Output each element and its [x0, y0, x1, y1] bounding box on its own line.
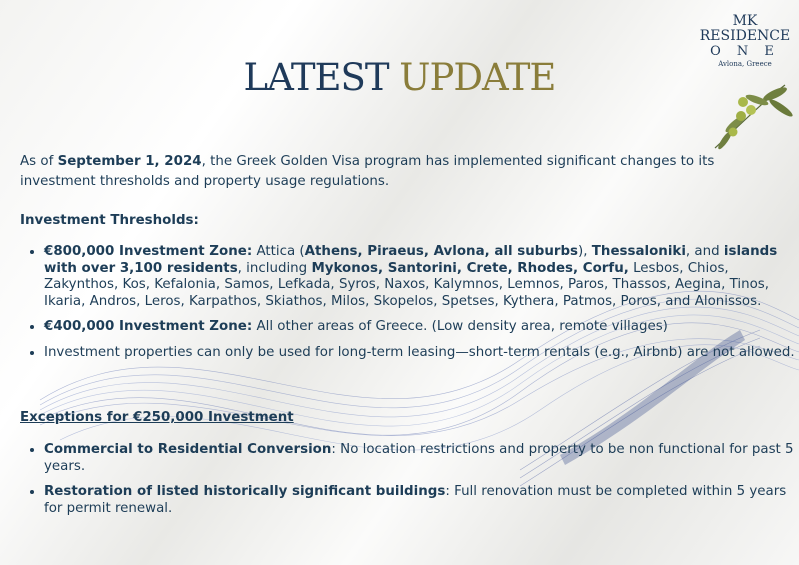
item-bold: €800,000 Investment Zone: — [44, 244, 253, 259]
list-item — [44, 442, 799, 475]
intro-paragraph — [20, 152, 780, 192]
exceptions-list — [20, 442, 799, 526]
item-bold: Restoration of listed historically significant buildings — [44, 484, 446, 499]
item-text: Attica ( — [252, 244, 305, 259]
item-bold: Mykonos, Santorini, Crete, Rhodes, Corfu, — [311, 260, 629, 276]
item-bold: Commercial to Residential Conversion — [44, 442, 332, 457]
item-text: : Full renovation must be completed within 5 years for permit renewal. — [44, 484, 787, 516]
logo-line-1: MK — [732, 13, 758, 29]
item-text: Lesbos, Chios, Zakynthos, Kos, Kefalonia, Samos, Lefkada, Syros, Naxos, Kalymnos, Lemnos, Paros, Thassos, Aegina, Tinos, Ikaria, Andros, Leros, Karpathos, Skiathos, Milos, Skopelos, Spetses, Kythera, Patmos, Poros, and Alonissos. — [44, 260, 770, 309]
thresholds-list — [20, 244, 799, 370]
item-text: ), — [578, 244, 592, 259]
title-part-1: LATEST — [243, 56, 389, 99]
list-item — [44, 319, 799, 336]
list-item — [44, 244, 799, 310]
page-title — [0, 56, 799, 99]
section-heading-thresholds: Investment Thresholds: — [20, 213, 199, 228]
item-text: , including — [237, 260, 312, 276]
item-bold: Thessaloniki — [591, 244, 686, 259]
logo-line-4: Avlona, Greece — [718, 60, 772, 68]
item-text: : No location restrictions and property to be non functional for past 5 years. — [44, 442, 794, 474]
logo-line-3: O N E — [710, 44, 780, 59]
item-bold: Athens, Piraeus, Avlona, all suburbs — [304, 244, 579, 259]
section-heading-exceptions: Exceptions for €250,000 Investment — [20, 410, 294, 425]
title-part-2: UPDATE — [399, 56, 556, 99]
item-bold: islands with over 3,100 residents — [44, 244, 778, 276]
item-text: All other areas of Greece. (Low density area, remote villages) — [252, 319, 668, 334]
item-text: Investment properties can only be used for long-term leasing—short-term rentals (e.g., Airbnb) are not allowed. — [44, 344, 795, 360]
logo-line-2: RESIDENCE — [699, 28, 791, 44]
list-item — [44, 484, 799, 517]
intro-before: As of — [20, 154, 58, 169]
item-text: , and — [685, 244, 724, 259]
intro-after: , the Greek Golden Visa program has implemented significant changes to its investment thresholds and property usage regulations. — [20, 154, 715, 189]
list-item — [44, 345, 799, 362]
intro-date: September 1, 2024 — [57, 154, 202, 169]
item-bold: €400,000 Investment Zone: — [44, 319, 253, 334]
